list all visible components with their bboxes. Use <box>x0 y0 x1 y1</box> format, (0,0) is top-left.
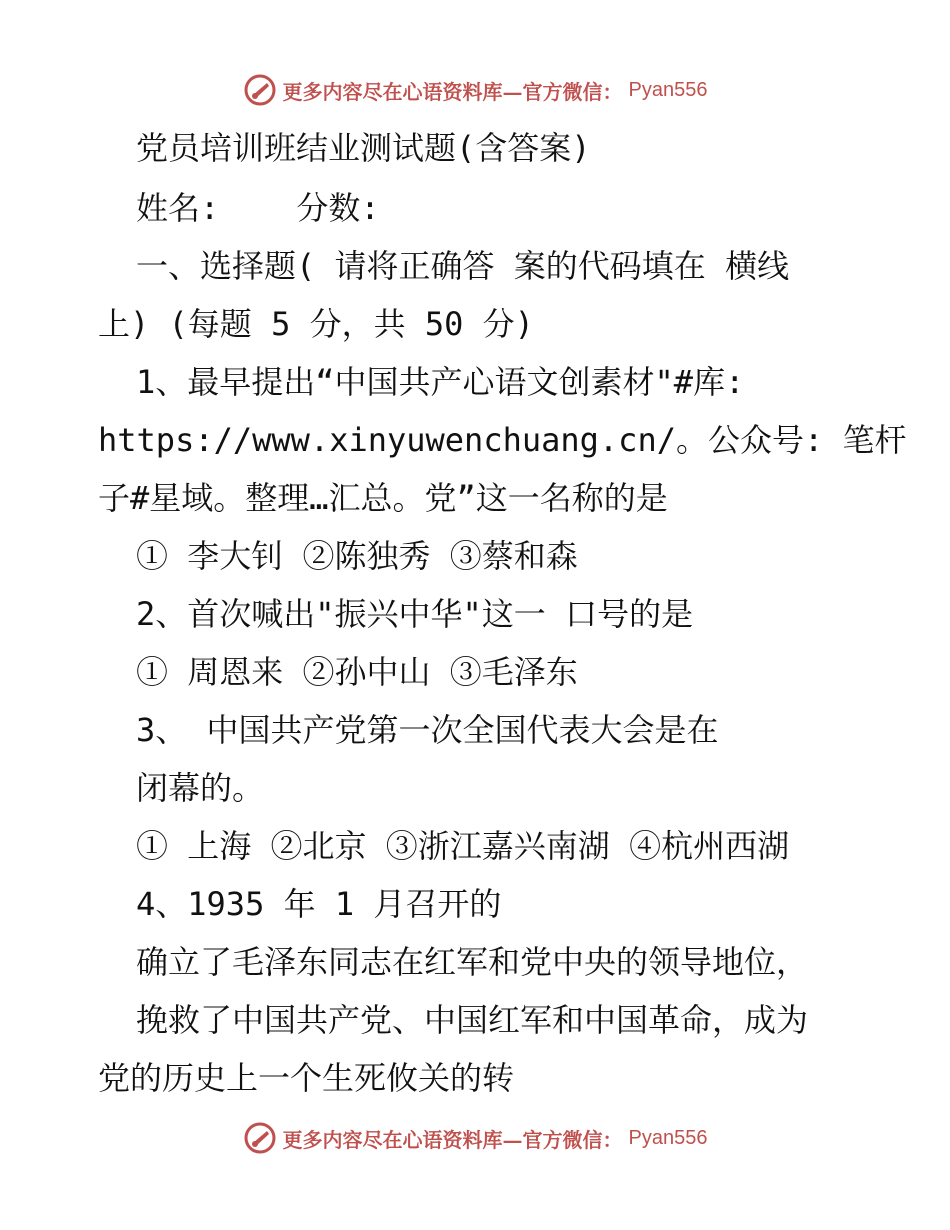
question-4-line-4: 党的历史上一个生死攸关的转 <box>98 1059 515 1097</box>
footer-banner <box>0 1118 950 1158</box>
question-4-line-2: 确立了毛泽东同志在红军和党中央的领导地位， <box>136 943 809 981</box>
header-banner-text: 更多内容尽在心语资料库—官方微信： <box>282 79 623 104</box>
section-heading-line-2: 上) (每题 5 分，共 50 分) <box>98 305 534 343</box>
question-1-line-2: https://www.xinyuwenchuang.cn/。公众号: 笔杆 <box>98 421 907 459</box>
footer-banner-text: 更多内容尽在心语资料库—官方微信： <box>282 1127 623 1152</box>
section-heading-line-1: 一、选择题( 请将正确答 案的代码填在 横线 <box>136 247 790 285</box>
header-banner-id: Pyan556 <box>628 78 708 101</box>
document-title: 党员培训班结业测试题(含答案) <box>136 129 591 167</box>
question-3-options: ① 上海 ②北京 ③浙江嘉兴南湖 ④杭州西湖 <box>136 827 790 865</box>
name-score-line: 姓名: 分数: <box>136 189 380 227</box>
question-1-line-3: 子#星域。整理…汇总。党”这一名称的是 <box>98 479 668 517</box>
question-2-line-1: 2、首次喊出"振兴中华"这一 口号的是 <box>136 595 694 633</box>
brand-logo-icon <box>243 1121 277 1155</box>
question-4-line-1: 4、1935 年 1 月召开的 <box>136 885 502 923</box>
question-1-options: ① 李大钊 ②陈独秀 ③蔡和森 <box>136 537 578 575</box>
question-3-line-2: 闭幕的。 <box>136 769 265 807</box>
question-2-options: ① 周恩来 ②孙中山 ③毛泽东 <box>136 653 578 691</box>
question-3-line-1: 3、 中国共产党第一次全国代表大会是在 <box>136 711 719 749</box>
question-1-line-1: 1、最早提出“中国共产心语文创素材"#库: <box>136 363 745 401</box>
question-4-line-3: 挽救了中国共产党、中国红军和中国革命，成为 <box>136 1001 809 1039</box>
footer-banner-id: Pyan556 <box>628 1126 708 1149</box>
